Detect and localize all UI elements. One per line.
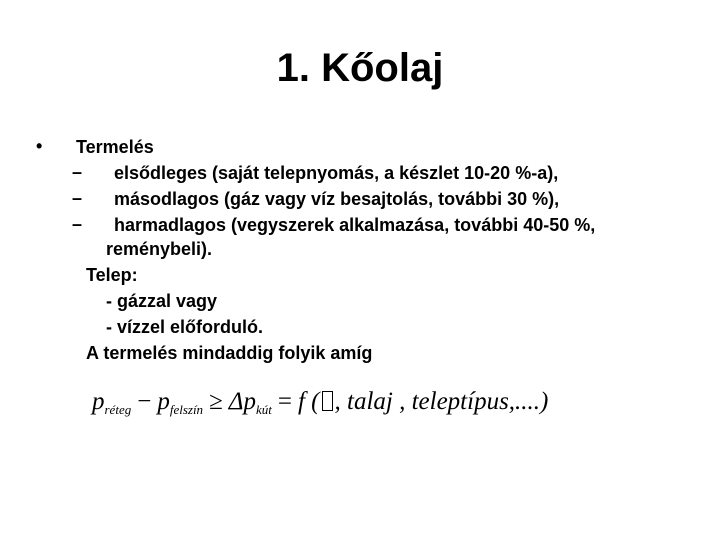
pressure-formula <box>92 382 548 422</box>
telep-heading: Telep: <box>86 265 138 285</box>
formula-p-symbol: p <box>92 388 105 415</box>
formula-sub-reteg: réteg <box>104 402 132 417</box>
bullet-icon: • <box>36 136 43 156</box>
missing-glyph-icon <box>322 391 333 411</box>
formula-sub-felszin: felszín <box>169 402 204 417</box>
formula-delta-p: Δp <box>228 388 256 415</box>
sub-item-primary: elsődleges (saját telepnyomás, a készlet 10-20 %-a), <box>114 163 559 183</box>
formula-f-open: f ( <box>297 388 320 415</box>
closing-line: A termelés mindaddig folyik amíg <box>86 343 373 363</box>
slide-title: 1. Kőolaj <box>276 46 444 90</box>
formula-geq: ≥ <box>209 388 223 415</box>
formula-minus: − <box>137 388 152 415</box>
sub-item-tertiary: harmadlagos (vegyszerek alkalmazása, további 40-50 %, <box>114 215 596 235</box>
dash-icon: – <box>72 214 83 234</box>
main-bullet-text: Termelés <box>76 137 154 157</box>
dash-icon: – <box>72 162 83 182</box>
dash-icon: – <box>72 188 83 208</box>
sub-item-secondary: másodlagos (gáz vagy víz besajtolás, további 30 %), <box>114 189 560 209</box>
formula-p-symbol: p <box>157 388 170 415</box>
formula-sub-kut: kút <box>255 402 272 417</box>
formula-args: , talaj , teleptípus,....) <box>334 388 549 415</box>
sub-item-tertiary-continuation: reménybeli). <box>106 239 213 259</box>
telep-item-water: - vízzel előforduló. <box>106 317 264 337</box>
telep-item-gas: - gázzal vagy <box>106 291 218 311</box>
formula-eq: = <box>277 388 292 415</box>
